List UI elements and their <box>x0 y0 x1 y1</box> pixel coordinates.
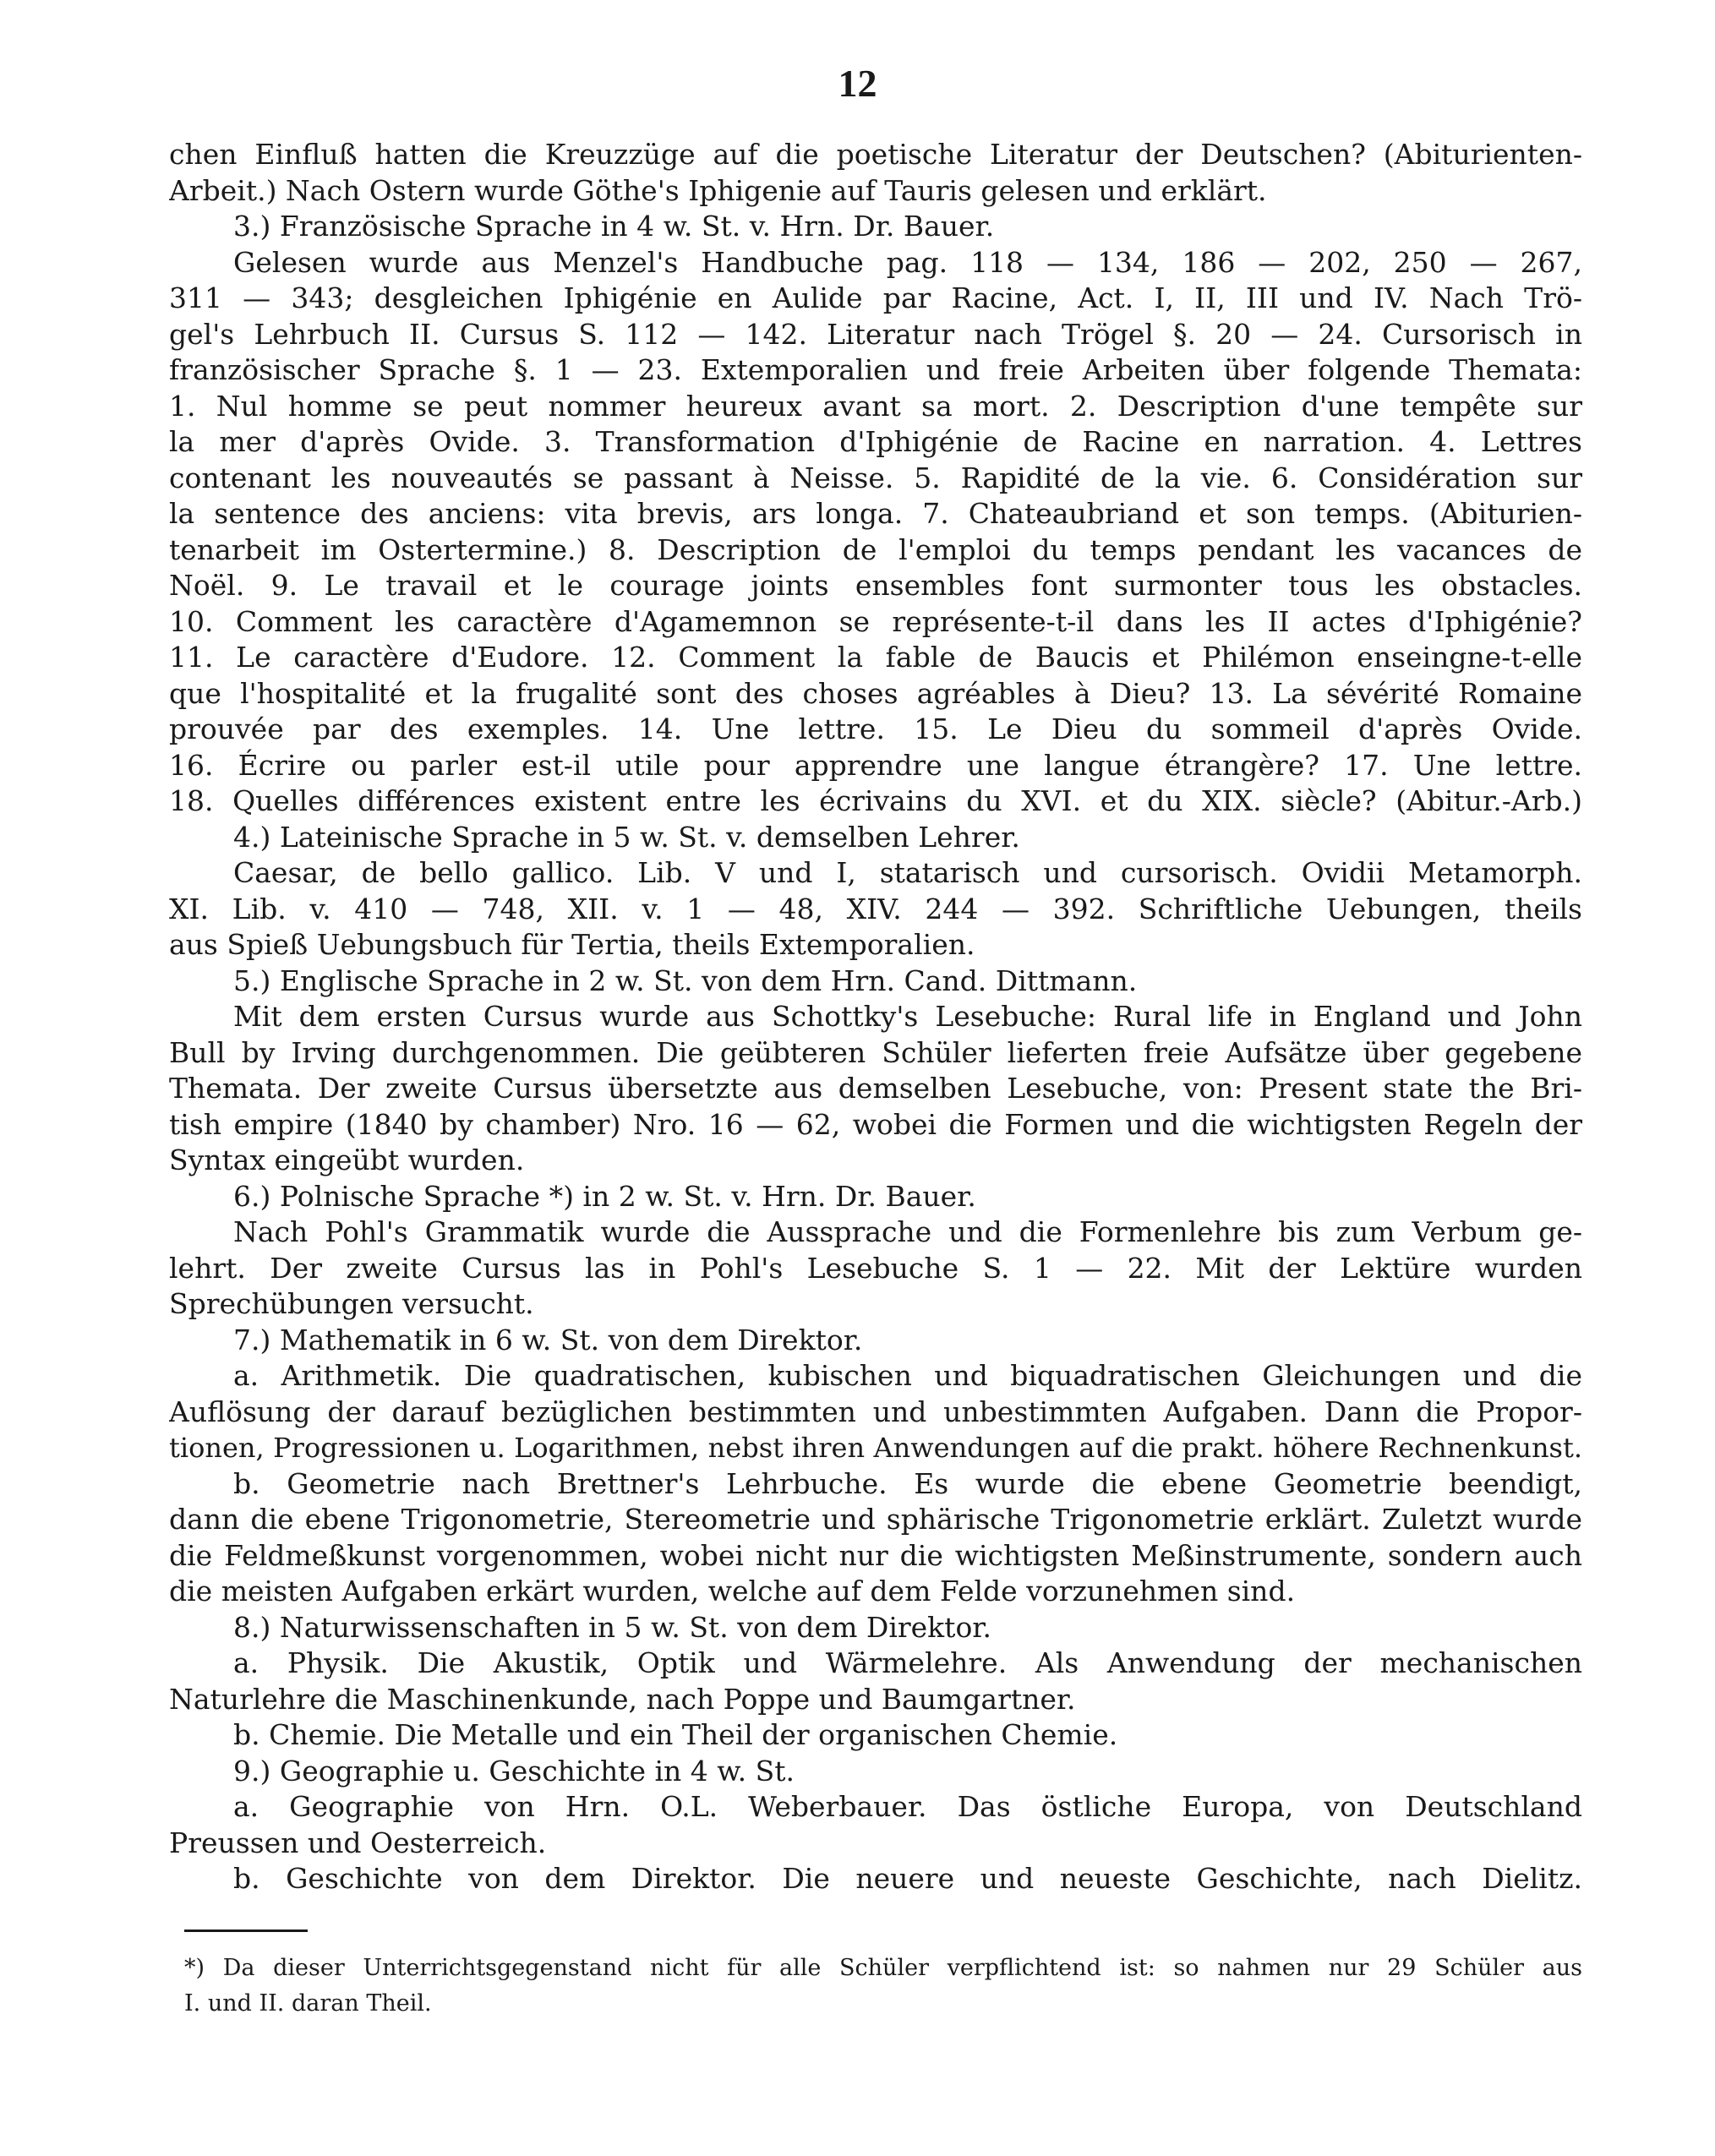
text-line: die meisten Aufgaben erkärt wurden, welche auf dem Felde vorzunehmen sind. <box>169 1575 1296 1607</box>
section-heading: 8.) Naturwissenschaften in 5 w. St. von dem Direktor. <box>233 1610 991 1644</box>
footnote-line: I. und II. daran Theil. <box>184 1990 432 2017</box>
text-line: 1. Nul homme se peut nommer heureux avant sa mort. 2. Description d'une tempête sur <box>169 389 1582 423</box>
section-heading: 9.) Geographie u. Geschichte in 4 w. St. <box>233 1754 795 1788</box>
text-line: Gelesen wurde aus Menzel's Handbuche pag. 118 — 134, 186 — 202, 250 — 267, <box>233 245 1582 279</box>
text-line: la mer d'après Ovide. 3. Transformation d'Iphigénie de Racine en narration. 4. Lettres <box>169 425 1582 458</box>
text-line: tenarbeit im Ostertermine.) 8. Description de l'emploi du temps pendant les vacances de <box>169 532 1582 566</box>
footnote <box>184 1951 1582 2022</box>
text-line: 16. Écrire ou parler est-il utile pour apprendre une langue étrangère? 17. Une lettre. <box>169 748 1582 782</box>
section-heading: 6.) Polnische Sprache *) in 2 w. St. v. Hrn. Dr. Bauer. <box>233 1179 976 1213</box>
text-line: chen Einfluß hatten die Kreuzzüge auf die poetische Literatur der Deutschen? (Abiturienten- <box>169 138 1582 171</box>
text-line: 18. Quelles différences existent entre les écrivains du XVI. et du XIX. siècle? (Abitur.-Arb.) <box>169 784 1582 817</box>
text-line: contenant les nouveautés se passant à Neisse. 5. Rapidité de la vie. 6. Considération sur <box>169 461 1582 494</box>
text-line: 311 — 343; desgleichen Iphigénie en Aulide par Racine, Act. I, II, III und IV. Nach Trö- <box>169 281 1582 314</box>
text-line: Caesar, de bello gallico. Lib. V und I, statarisch und cursorisch. Ovidii Metamorph. <box>233 856 1582 889</box>
text-line: Themata. Der zweite Cursus übersetzte aus demselben Lesebuche, von: Present state the Bri- <box>169 1072 1582 1105</box>
text-line: Bull by Irving durchgenommen. Die geübteren Schüler lieferten freie Aufsätze über gegebene <box>169 1035 1582 1069</box>
text-line: tionen, Progressionen u. Logarithmen, nebst ihren Anwendungen auf die prakt. höhere Rechnenkunst. <box>169 1432 1582 1464</box>
text-line: aus Spieß Uebungsbuch für Tertia, theils Extemporalien. <box>169 928 975 961</box>
text-line: la sentence des anciens: vita brevis, ars longa. 7. Chateaubriand et son temps. (Abiturien- <box>169 497 1582 530</box>
text-line: Preussen und Oesterreich. <box>169 1826 547 1859</box>
text-line: Sprechübungen versucht. <box>169 1287 534 1320</box>
page-number: 12 <box>838 62 877 105</box>
text-line: lehrt. Der zweite Cursus las in Pohl's Lesebuche S. 1 — 22. Mit der Lektüre wurden <box>169 1251 1582 1285</box>
text-line: Mit dem ersten Cursus wurde aus Schottky's Lesebuche: Rural life in England und John <box>233 1000 1582 1033</box>
text-line: Nach Pohl's Grammatik wurde die Aussprache und die Formenlehre bis zum Verbum ge- <box>233 1215 1582 1248</box>
text-line: Noël. 9. Le travail et le courage joints ensembles font surmonter tous les obstacles. <box>169 569 1582 602</box>
text-line: tish empire (1840 by chamber) Nro. 16 — 62, wobei die Formen und die wichtigsten Regeln der <box>169 1107 1582 1141</box>
text-line: XI. Lib. v. 410 — 748, XII. v. 1 — 48, XIV. 244 — 392. Schriftliche Uebungen, theils <box>169 892 1582 925</box>
text-line: a. Arithmetik. Die quadratischen, kubischen und biquadratischen Gleichungen und die <box>233 1359 1582 1392</box>
footnote-line: *) Da dieser Unterrichtsgegenstand nicht für alle Schüler verpflichtend ist: so nahmen nur 29 Schüler aus <box>184 1955 1582 1981</box>
text-line: die Feldmeßkunst vorgenommen, wobei nicht nur die wichtigsten Meßinstrumente, sondern auch <box>169 1538 1582 1572</box>
text-line: Naturlehre die Maschinenkunde, nach Poppe und Baumgartner. <box>169 1682 1076 1716</box>
text-line: Syntax eingeübt wurden. <box>169 1143 525 1176</box>
text-line: dann die ebene Trigonometrie, Stereometrie und sphärische Trigonometrie erklärt. Zuletzt wurde <box>169 1503 1582 1536</box>
text-line: gel's Lehrbuch II. Cursus S. 112 — 142. Literatur nach Trögel §. 20 — 24. Cursorisch in <box>169 317 1582 351</box>
section-heading: 5.) Englische Sprache in 2 w. St. von dem Hrn. Cand. Dittmann. <box>233 963 1138 997</box>
text-line: 11. Le caractère d'Eudore. 12. Comment la fable de Baucis et Philémon enseingne-t-elle <box>169 641 1582 674</box>
text-line: Arbeit.) Nach Ostern wurde Göthe's Iphigenie auf Tauris gelesen und erklärt. <box>169 173 1267 207</box>
text-line: b. Geometrie nach Brettner's Lehrbuche. Es wurde die ebene Geometrie beendigt, <box>233 1466 1582 1500</box>
footnote-divider <box>184 1929 308 1932</box>
section-heading: 4.) Lateinische Sprache in 5 w. St. v. demselben Lehrer. <box>233 820 1020 854</box>
section-heading: 7.) Mathematik in 6 w. St. von dem Direktor. <box>233 1323 863 1356</box>
text-line: a. Physik. Die Akustik, Optik und Wärmelehre. Als Anwendung der mechanischen <box>233 1646 1582 1679</box>
text-line: französischer Sprache §. 1 — 23. Extemporalien und freie Arbeiten über folgende Themata: <box>169 353 1582 386</box>
body-text <box>169 137 1582 1897</box>
text-line: prouvée par des exemples. 14. Une lettre. 15. Le Dieu du sommeil d'après Ovide. <box>169 712 1582 745</box>
text-line: b. Geschichte von dem Direktor. Die neuere und neueste Geschichte, nach Dielitz. <box>233 1862 1582 1895</box>
section-heading: 3.) Französische Sprache in 4 w. St. v. Hrn. Dr. Bauer. <box>233 210 995 243</box>
text-line: Auflösung der darauf bezüglichen bestimmten und unbestimmten Aufgaben. Dann die Propor- <box>169 1395 1582 1428</box>
text-line: a. Geographie von Hrn. O.L. Weberbauer. Das östliche Europa, von Deutschland <box>233 1790 1582 1823</box>
text-line: que l'hospitalité et la frugalité sont des choses agréables à Dieu? 13. La sévérité Romaine <box>169 676 1582 710</box>
text-line: b. Chemie. Die Metalle und ein Theil der organischen Chemie. <box>233 1718 1118 1751</box>
text-line: 10. Comment les caractère d'Agamemnon se représente-t-il dans les II actes d'Iphigénie? <box>169 604 1582 638</box>
